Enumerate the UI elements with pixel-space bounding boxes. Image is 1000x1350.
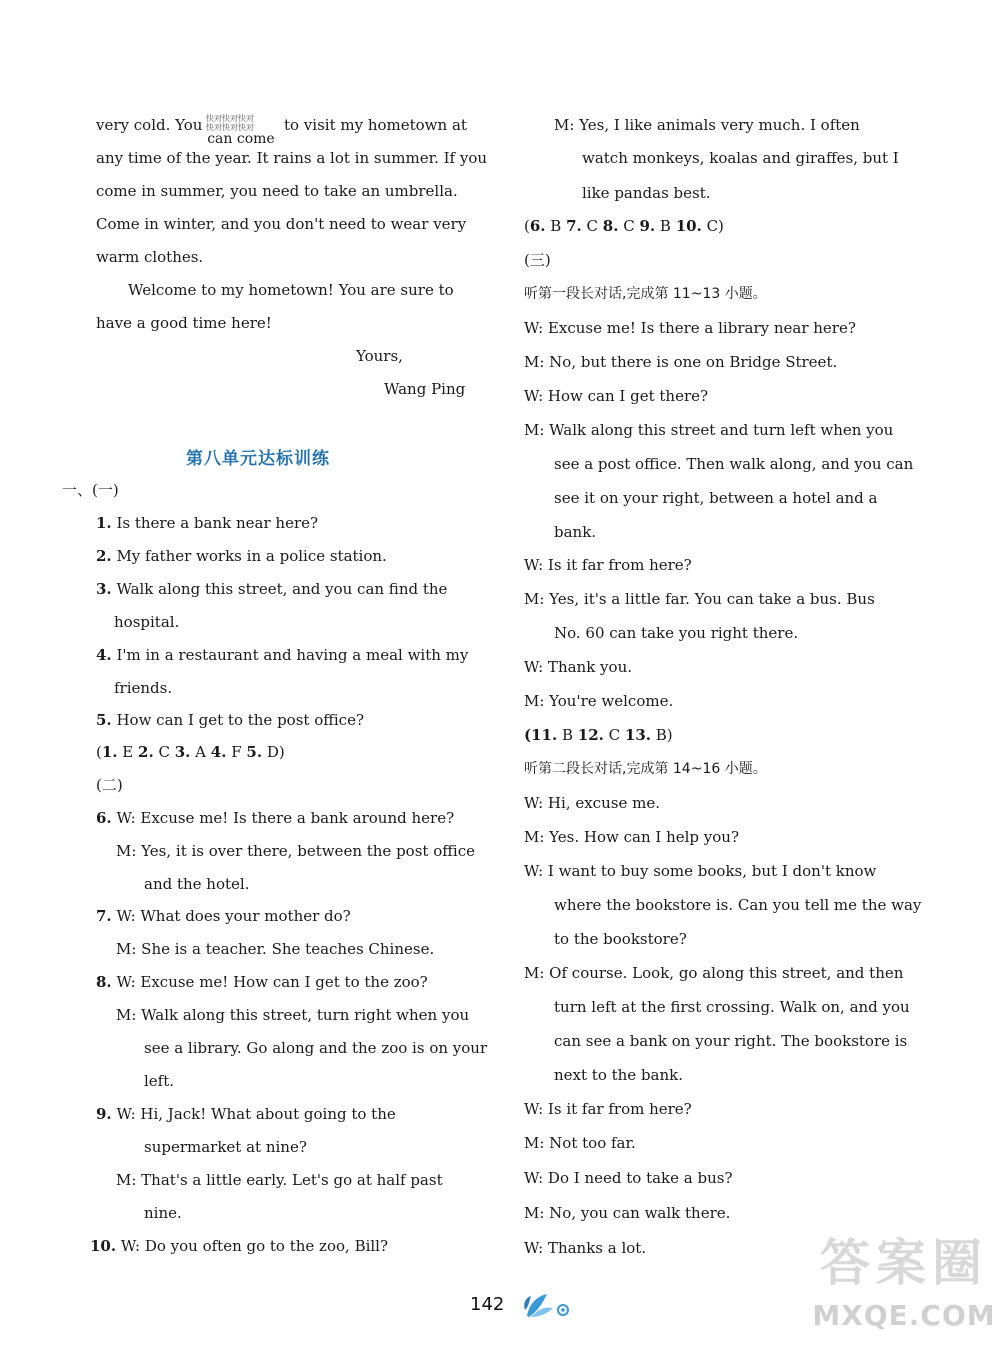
dialogue-line: bank. bbox=[554, 523, 597, 541]
answer-key: (1. E 2. C 3. A 4. F 5. D) bbox=[96, 743, 285, 761]
dialogue-line: next to the bank. bbox=[554, 1066, 684, 1084]
dialogue-line: W: How can I get there? bbox=[524, 387, 709, 405]
dialogue-line: left. bbox=[144, 1072, 175, 1090]
dialogue-line: see a post office. Then walk along, and you can bbox=[554, 455, 914, 473]
can-come-text: can come bbox=[207, 131, 275, 147]
instruction: 听第一段长对话,完成第 11~13 小题。 bbox=[524, 286, 767, 302]
dialogue-line: W: I want to buy some books, but I don't know bbox=[524, 862, 877, 880]
watermark-url: MXQE.COM bbox=[812, 1299, 996, 1332]
instruction: 听第二段长对话,完成第 14~16 小题。 bbox=[524, 761, 767, 777]
dialogue-line: see it on your right, between a hotel and a bbox=[554, 489, 878, 507]
unit-title: 第八单元达标训练 bbox=[186, 449, 330, 469]
letter-line: very cold. You can come to visit my hometown at bbox=[96, 116, 467, 147]
question-10: 10. W: Do you often go to the zoo, Bill? bbox=[90, 1237, 389, 1255]
dialogue-line: M: Not too far. bbox=[524, 1134, 636, 1152]
overlay-mark: 快对快对快对 快对快对快对 bbox=[206, 114, 254, 132]
dialogue-line: turn left at the first crossing. Walk on, and you bbox=[554, 998, 910, 1016]
dialogue-line: M: Yes, it is over there, between the post office bbox=[116, 842, 475, 860]
question-9: 9. W: Hi, Jack! What about going to the bbox=[96, 1105, 396, 1123]
letter-signature: Wang Ping bbox=[384, 380, 466, 398]
dialogue-line: M: Yes, I like animals very much. I often bbox=[554, 116, 860, 134]
section-heading: (三) bbox=[524, 251, 551, 269]
dialogue-line: M: No, but there is one on Bridge Street. bbox=[524, 353, 838, 371]
question-4: 4. I'm in a restaurant and having a meal with my bbox=[96, 646, 469, 664]
dialogue-line: supermarket at nine? bbox=[144, 1138, 307, 1156]
dialogue-line: M: She is a teacher. She teaches Chinese. bbox=[116, 940, 435, 958]
dialogue-line: M: Yes. How can I help you? bbox=[524, 828, 739, 846]
question-3: 3. Walk along this street, and you can find the bbox=[96, 580, 448, 598]
page-number: 142 bbox=[470, 1294, 505, 1315]
answer-key: (11. B 12. C 13. B) bbox=[524, 726, 673, 744]
question-1: 1. Is there a bank near here? bbox=[96, 514, 319, 532]
letter-line: any time of the year. It rains a lot in summer. If you bbox=[96, 149, 488, 167]
dialogue-line: where the bookstore is. Can you tell me the way bbox=[554, 896, 922, 914]
letter-line: Welcome to my hometown! You are sure to bbox=[128, 281, 454, 299]
dialogue-line: W: Is it far from here? bbox=[524, 556, 692, 574]
dialogue-line: M: Yes, it's a little far. You can take a bus. Bus bbox=[524, 590, 875, 608]
dialogue-line: and the hotel. bbox=[144, 875, 250, 893]
dialogue-line: M: Walk along this street and turn left when you bbox=[524, 421, 894, 439]
question-5: 5. How can I get to the post office? bbox=[96, 711, 365, 729]
question-2: 2. My father works in a police station. bbox=[96, 547, 387, 565]
dialogue-line: W: Thank you. bbox=[524, 658, 632, 676]
watermark-logo-text: 答案圈 bbox=[820, 1234, 988, 1292]
dialogue-line: M: Walk along this street, turn right when you bbox=[116, 1006, 470, 1024]
section-heading: 一、(一) bbox=[62, 481, 119, 499]
dialogue-line: see a library. Go along and the zoo is on your bbox=[144, 1039, 488, 1057]
question-8: 8. W: Excuse me! How can I get to the zoo? bbox=[96, 973, 428, 991]
letter-line: come in summer, you need to take an umbrella. bbox=[96, 182, 458, 200]
dialogue-line: W: Thanks a lot. bbox=[524, 1239, 647, 1257]
letter-line: Come in winter, and you don't need to wear very bbox=[96, 215, 467, 233]
question-7: 7. W: What does your mother do? bbox=[96, 907, 351, 925]
letter-closing: Yours, bbox=[356, 347, 403, 365]
dialogue-line: M: You're welcome. bbox=[524, 692, 674, 710]
question-6: 6. W: Excuse me! Is there a bank around here? bbox=[96, 809, 455, 827]
dialogue-line: M: That's a little early. Let's go at half past bbox=[116, 1171, 443, 1189]
dialogue-line: to the bookstore? bbox=[554, 930, 687, 948]
question-4-cont: friends. bbox=[114, 679, 173, 697]
dialogue-line: can see a bank on your right. The bookstore is bbox=[554, 1032, 908, 1050]
dialogue-line: nine. bbox=[144, 1204, 182, 1222]
section-heading: (二) bbox=[96, 776, 123, 794]
dialogue-line: W: Excuse me! Is there a library near here? bbox=[524, 319, 856, 337]
answer-key: (6. B 7. C 8. C 9. B 10. C) bbox=[524, 217, 724, 235]
dialogue-line: M: No, you can walk there. bbox=[524, 1204, 731, 1222]
letter-line: have a good time here! bbox=[96, 314, 272, 332]
dialogue-line: W: Do I need to take a bus? bbox=[524, 1169, 733, 1187]
question-3-cont: hospital. bbox=[114, 613, 180, 631]
watermark bbox=[808, 1234, 1000, 1350]
dialogue-line: watch monkeys, koalas and giraffes, but I bbox=[582, 149, 899, 167]
dialogue-line: No. 60 can take you right there. bbox=[554, 624, 799, 642]
dialogue-line: M: Of course. Look, go along this street, and then bbox=[524, 964, 904, 982]
letter-line: warm clothes. bbox=[96, 248, 204, 266]
dialogue-line: W: Is it far from here? bbox=[524, 1100, 692, 1118]
dialogue-line: W: Hi, excuse me. bbox=[524, 794, 660, 812]
leaf-logo-icon bbox=[521, 1290, 573, 1320]
dialogue-line: like pandas best. bbox=[582, 184, 711, 202]
